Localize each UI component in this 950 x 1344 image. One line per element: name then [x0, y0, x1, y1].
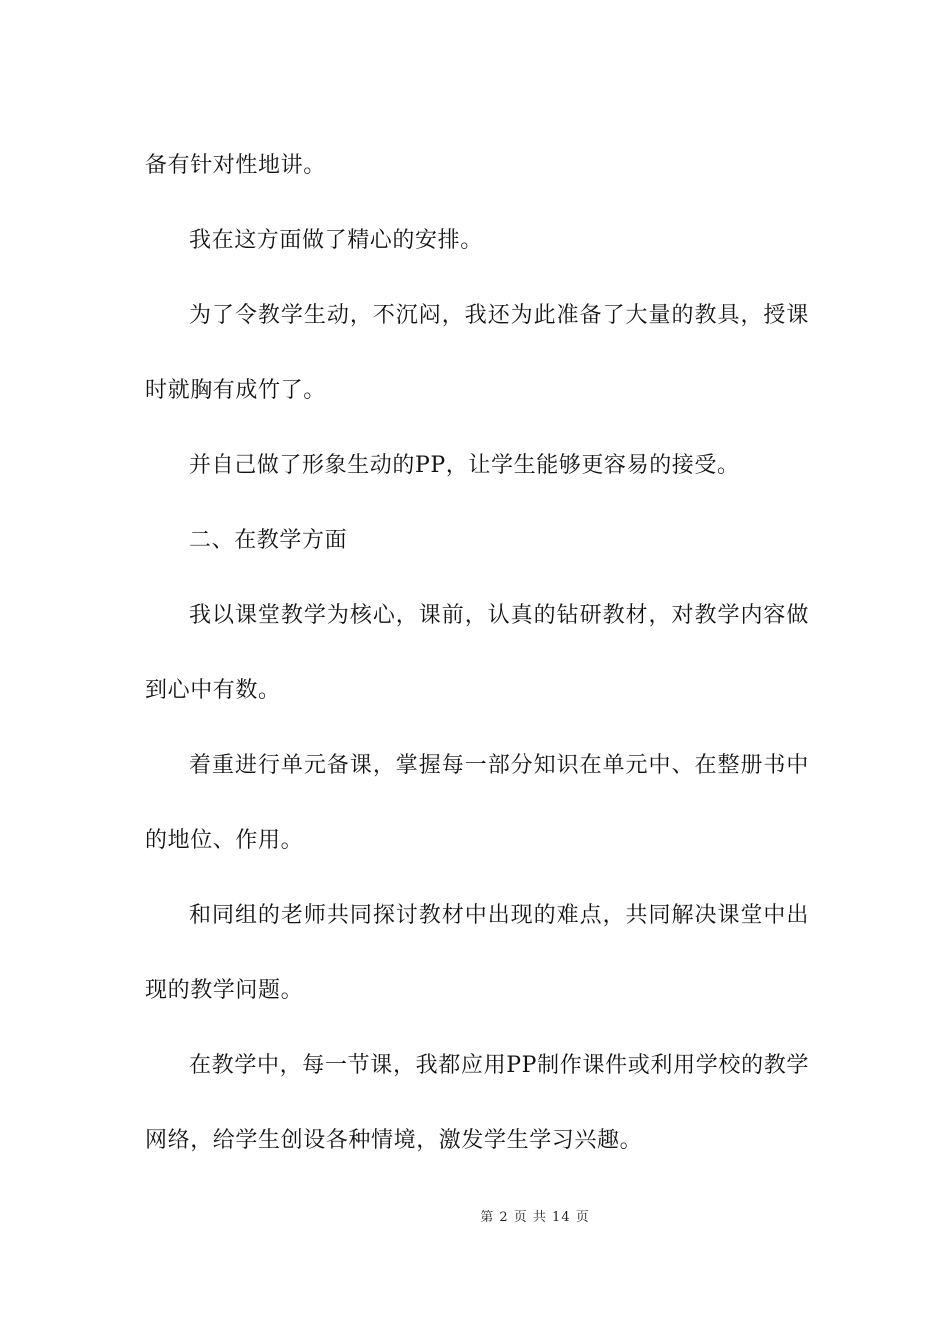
paragraph: 我以课堂教学为核心，课前，认真的钻研教材，对教学内容做到心中有数。 — [145, 603, 809, 703]
paragraph: 和同组的老师共同探讨教材中出现的难点，共同解决课堂中出现的教学问题。 — [145, 903, 809, 1003]
paragraph: 为了令教学生动，不沉闷，我还为此准备了大量的教具，授课时就胸有成竹了。 — [145, 303, 809, 403]
paragraph: 着重进行单元备课，掌握每一部分知识在单元中、在整册书中的地位、作用。 — [145, 753, 809, 853]
paragraph-continuation: 备有针对性地讲。 — [145, 153, 326, 178]
section-heading: 二、在教学方面 — [189, 528, 348, 553]
page-number-footer: 第 2 页 共 14 页 — [480, 1210, 590, 1225]
paragraph: 并自己做了形象生动的PP，让学生能够更容易的接受。 — [189, 453, 740, 478]
paragraph: 在教学中，每一节课，我都应用PP制作课件或利用学校的教学网络，给学生创设各种情境，激发学生学习兴趣。 — [145, 1053, 809, 1153]
document-body — [145, 128, 809, 1178]
paragraph: 我在这方面做了精心的安排。 — [189, 228, 483, 253]
